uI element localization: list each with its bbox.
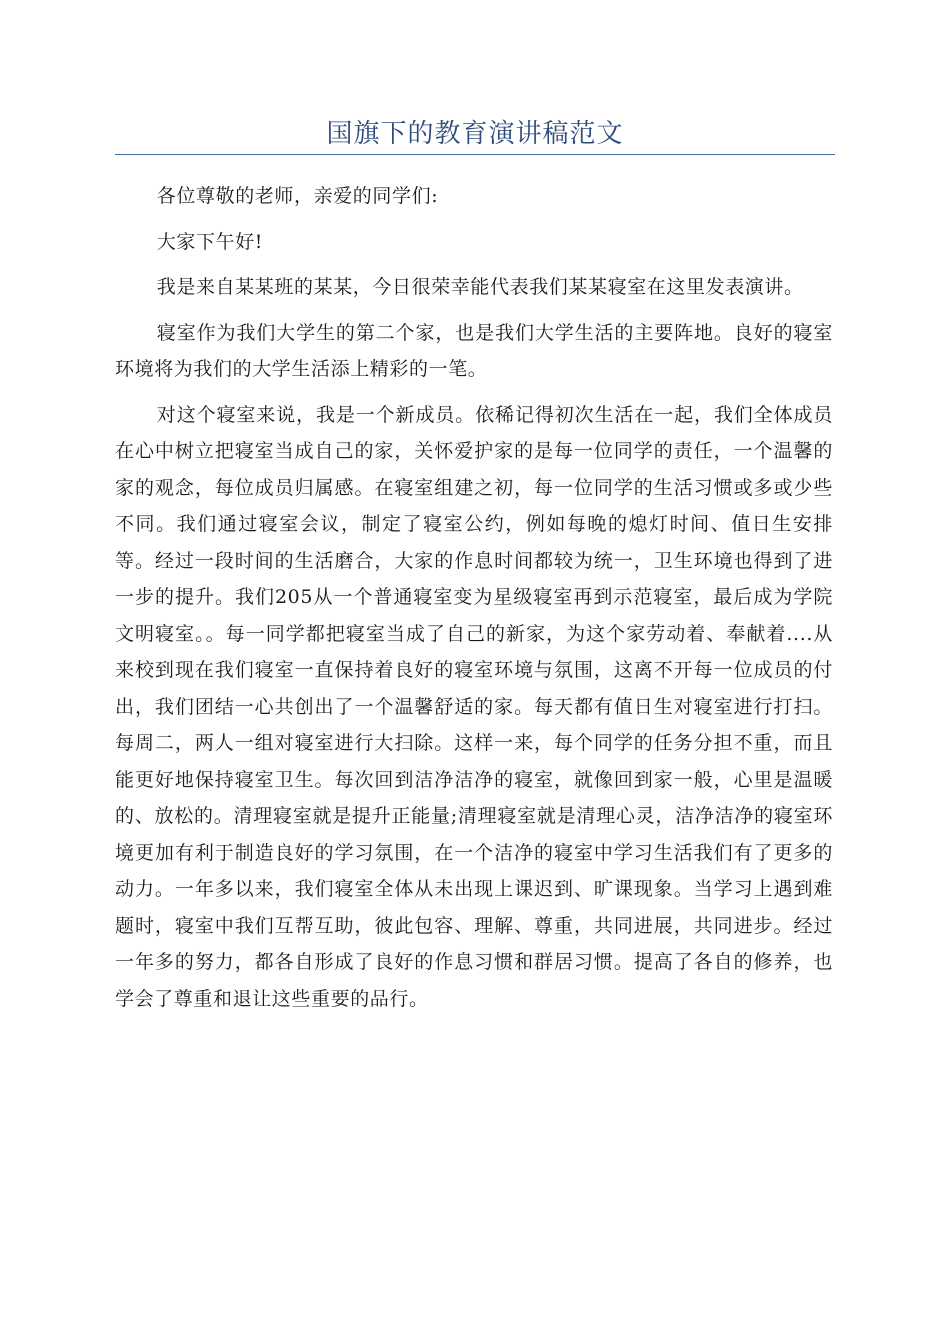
paragraph-salutation: 各位尊敬的老师，亲爱的同学们: <box>156 185 439 207</box>
title-underline <box>115 154 835 155</box>
document-title: 国旗下的教育演讲稿范文 <box>326 119 624 149</box>
paragraph-dorm-importance: 寝室作为我们大学生的第二个家，也是我们大学生活的主要阵地。良好的寝室环境将为我们的大学生活添上精彩的一笔。 <box>115 321 833 380</box>
paragraph-greeting: 大家下午好! <box>156 230 264 253</box>
document-body <box>115 178 833 1026</box>
paragraph-dorm-story: 对这个寝室来说，我是一个新成员。依稀记得初次生活在一起，我们全体成员在心中树立把寝室当成自己的家，关怀爱护家的是每一位同学的责任，一个温馨的家的观念，每位成员归属感。在寝室组建之初，每一位同学的生活习惯或多或少些不同。我们通过寝室会议，制定了寝室公约，例如每晚的熄灯时间、值日生安排等。经过一段时间的生活磨合，大家的作息时间都较为统一，卫生环境也得到了进一步的提升。我们205从一个普通寝室变为星级寝室再到示范寝室，最后成为学院文明寝室。。每一同学都把寝室当成了自己的新家，为这个家劳动着、奉献着....从来校到现在我们寝室一直保持着良好的寝室环境与氛围，这离不开每一位成员的付出，我们团结一心共创出了一个温馨舒适的家。每天都有值日生对寝室进行打扫。每周二，两人一组对寝室进行大扫除。这样一来，每个同学的任务分担不重，而且能更好地保持寝室卫生。每次回到洁净洁净的寝室，就像回到家一般，心里是温暖的、放松的。清理寝室就是提升正能量;清理寝室就是清理心灵，洁净洁净的寝室环境更加有利于制造良好的学习氛围，在一个洁净的寝室中学习生活我们有了更多的动力。一年多以来，我们寝室全体从未出现上课迟到、旷课现象。当学习上遇到难题时，寝室中我们互帮互助，彼此包容、理解、尊重，共同进展，共同进步。经过一年多的努力，都各自形成了良好的作息习惯和群居习惯。提高了各自的修养，也学会了尊重和退让这些重要的品行。 <box>115 403 833 1010</box>
paragraph-introduction: 我是来自某某班的某某，今日很荣幸能代表我们某某寝室在这里发表演讲。 <box>156 276 804 298</box>
